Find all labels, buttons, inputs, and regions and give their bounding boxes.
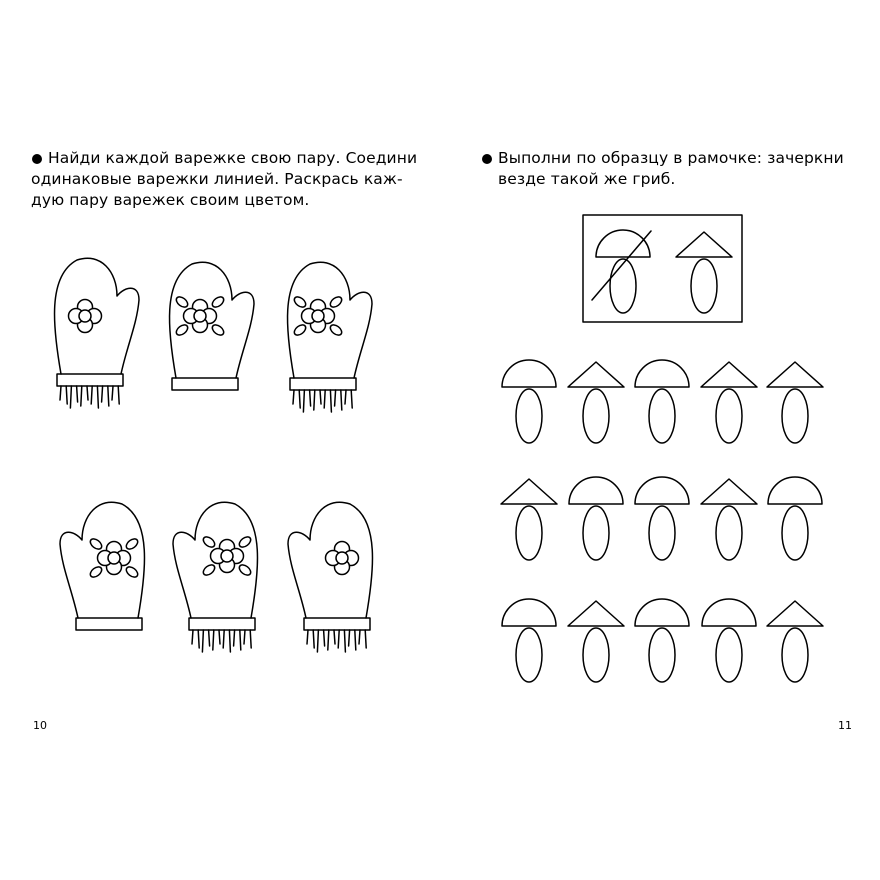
flower-center-icon (336, 552, 348, 564)
leaf-icon (328, 295, 343, 309)
fringe-line (234, 630, 235, 646)
mushroom-stem-icon (782, 389, 808, 443)
fringe-line (97, 386, 98, 408)
mushroom-cap-icon (568, 601, 624, 626)
fringe-line (341, 390, 342, 410)
mushroom-cap-icon (596, 230, 650, 257)
fringe-line (303, 390, 304, 412)
leaf-icon (237, 563, 252, 577)
mushroom-cap-icon (702, 599, 756, 626)
leaf-icon (328, 323, 343, 337)
mushroom-round-cap[interactable] (502, 360, 556, 443)
fringe-line (192, 630, 193, 644)
mushroom-stem-icon (782, 628, 808, 682)
fringe-line (209, 630, 210, 646)
mitten-icon[interactable] (60, 502, 145, 630)
mushroom-cap-icon (768, 477, 822, 504)
mitten-icon[interactable] (169, 262, 254, 390)
mushroom-cap-icon (502, 360, 556, 387)
mushroom-triangle-cap[interactable] (767, 362, 823, 443)
fringe-line (112, 386, 113, 400)
leaf-icon (201, 563, 216, 577)
fringe-line (345, 390, 346, 404)
fringe-line (91, 386, 92, 404)
task-line: одинаковые варежки линией. Раскрась каж- (31, 170, 403, 188)
mitten-icon[interactable] (287, 262, 372, 412)
mushroom-cap-icon (501, 479, 557, 504)
mushroom-stem-icon (516, 506, 542, 560)
mushroom-stem-icon (583, 389, 609, 443)
mushroom-triangle-cap[interactable] (701, 479, 757, 560)
mushroom-round-cap[interactable] (502, 599, 556, 682)
mushroom-stem-icon (583, 628, 609, 682)
fringe-line (330, 390, 331, 412)
mushroom-stem-icon (649, 506, 675, 560)
fringe-line (77, 386, 78, 402)
leaf-icon (292, 323, 307, 337)
fringe-line (320, 390, 321, 404)
fringe-line (293, 390, 294, 404)
mushroom-triangle-cap[interactable] (701, 362, 757, 443)
leaf-icon (174, 323, 189, 337)
fringe-line (359, 630, 360, 644)
mitten-cuff (57, 374, 123, 386)
mushroom-stem-icon (583, 506, 609, 560)
mushroom-stem-icon (649, 628, 675, 682)
mushroom-stem-icon (782, 506, 808, 560)
mushroom-triangle-cap[interactable] (676, 232, 732, 313)
mushroom-cap-icon (635, 477, 689, 504)
leaf-icon (88, 565, 103, 579)
fringe-line (324, 630, 325, 646)
mushroom-stem-icon (691, 259, 717, 313)
fringe-line (223, 630, 224, 648)
fringe-line (307, 630, 308, 644)
fringe-line (314, 390, 315, 410)
fringe-line (334, 630, 335, 644)
mushroom-round-cap[interactable] (635, 360, 689, 443)
mushroom-stem-icon (716, 506, 742, 560)
mitten-cuff (189, 618, 255, 630)
fringe-line (219, 630, 220, 644)
leaf-icon (124, 565, 139, 579)
mitten-cuff (76, 618, 142, 630)
fringe-line (313, 630, 314, 648)
fringe-line (328, 630, 329, 650)
page-number-right: 11 (838, 719, 852, 732)
fringe-line (66, 386, 67, 404)
fringe-line (335, 390, 336, 406)
mushroom-round-cap[interactable] (768, 477, 822, 560)
sample-frame (583, 215, 742, 322)
mushroom-cap-icon (569, 477, 623, 504)
fringe-line (310, 390, 311, 406)
fringe-line (118, 386, 119, 404)
mushroom-cap-icon (502, 599, 556, 626)
fringe-line (108, 386, 109, 406)
mushroom-stem-icon (516, 628, 542, 682)
mushroom-triangle-cap[interactable] (767, 601, 823, 682)
mushroom-triangle-cap[interactable] (501, 479, 557, 560)
fringe-line (213, 630, 214, 650)
fringe-line (351, 390, 352, 408)
task-line: Найди каждой варежке свою пару. Соедини (48, 149, 418, 167)
mitten-icon[interactable] (173, 502, 258, 652)
leaf-icon (237, 535, 252, 549)
fringe-line (87, 386, 88, 400)
mitten-cuff (172, 378, 238, 390)
mushroom-cap-icon (635, 599, 689, 626)
task-line: везде такой же гриб. (498, 170, 676, 188)
fringe-line (349, 630, 350, 646)
flower-center-icon (194, 310, 206, 322)
mushroom-round-cap[interactable] (569, 477, 623, 560)
flower-center-icon (312, 310, 324, 322)
fringe-line (365, 630, 366, 648)
mushroom-stem-icon (516, 389, 542, 443)
fringe-line (198, 630, 199, 648)
fringe-line (250, 630, 251, 648)
fringe-line (355, 630, 356, 650)
leaf-icon (201, 535, 216, 549)
mushroom-stem-icon (649, 389, 675, 443)
mushroom-triangle-cap[interactable] (568, 601, 624, 682)
mushroom-cap-icon (767, 362, 823, 387)
mushroom-round-cap[interactable] (635, 599, 689, 682)
mushroom-round-cap[interactable] (702, 599, 756, 682)
mushroom-round-cap[interactable] (635, 477, 689, 560)
mushroom-stem-icon (716, 389, 742, 443)
mitten-icon[interactable] (288, 502, 373, 652)
fringe-line (229, 630, 230, 652)
fringe-line (102, 386, 103, 402)
flower-center-icon (221, 550, 233, 562)
leaf-icon (210, 295, 225, 309)
mushroom-stem-icon (610, 259, 636, 313)
mushroom-cap-icon (676, 232, 732, 257)
fringe-line (202, 630, 203, 652)
leaf-icon (174, 295, 189, 309)
mitten-cuff (290, 378, 356, 390)
fringe-line (299, 390, 300, 408)
flower-center-icon (79, 310, 91, 322)
leaf-icon (210, 323, 225, 337)
page-number-left: 10 (33, 719, 47, 732)
mushroom-cap-icon (767, 601, 823, 626)
mitten-cuff (304, 618, 370, 630)
mushroom-cap-icon (635, 360, 689, 387)
task-line: дую пару варежек своим цветом. (31, 191, 310, 209)
fringe-line (244, 630, 245, 644)
mushroom-cap-icon (701, 479, 757, 504)
mushroom-cap-icon (568, 362, 624, 387)
fringe-line (60, 386, 61, 400)
fringe-line (81, 386, 82, 406)
mitten-icon[interactable] (54, 258, 139, 408)
fringe-line (240, 630, 241, 650)
leaf-icon (292, 295, 307, 309)
mushroom-triangle-cap[interactable] (568, 362, 624, 443)
task-line: Выполни по образцу в рамочке: зачеркни (498, 149, 844, 167)
fringe-line (344, 630, 345, 652)
fringe-line (70, 386, 71, 408)
mushroom-cap-icon (701, 362, 757, 387)
mushroom-stem-icon (716, 628, 742, 682)
fringe-line (324, 390, 325, 408)
fringe-line (338, 630, 339, 648)
leaf-icon (88, 537, 103, 551)
fringe-line (317, 630, 318, 652)
flower-center-icon (108, 552, 120, 564)
leaf-icon (124, 537, 139, 551)
